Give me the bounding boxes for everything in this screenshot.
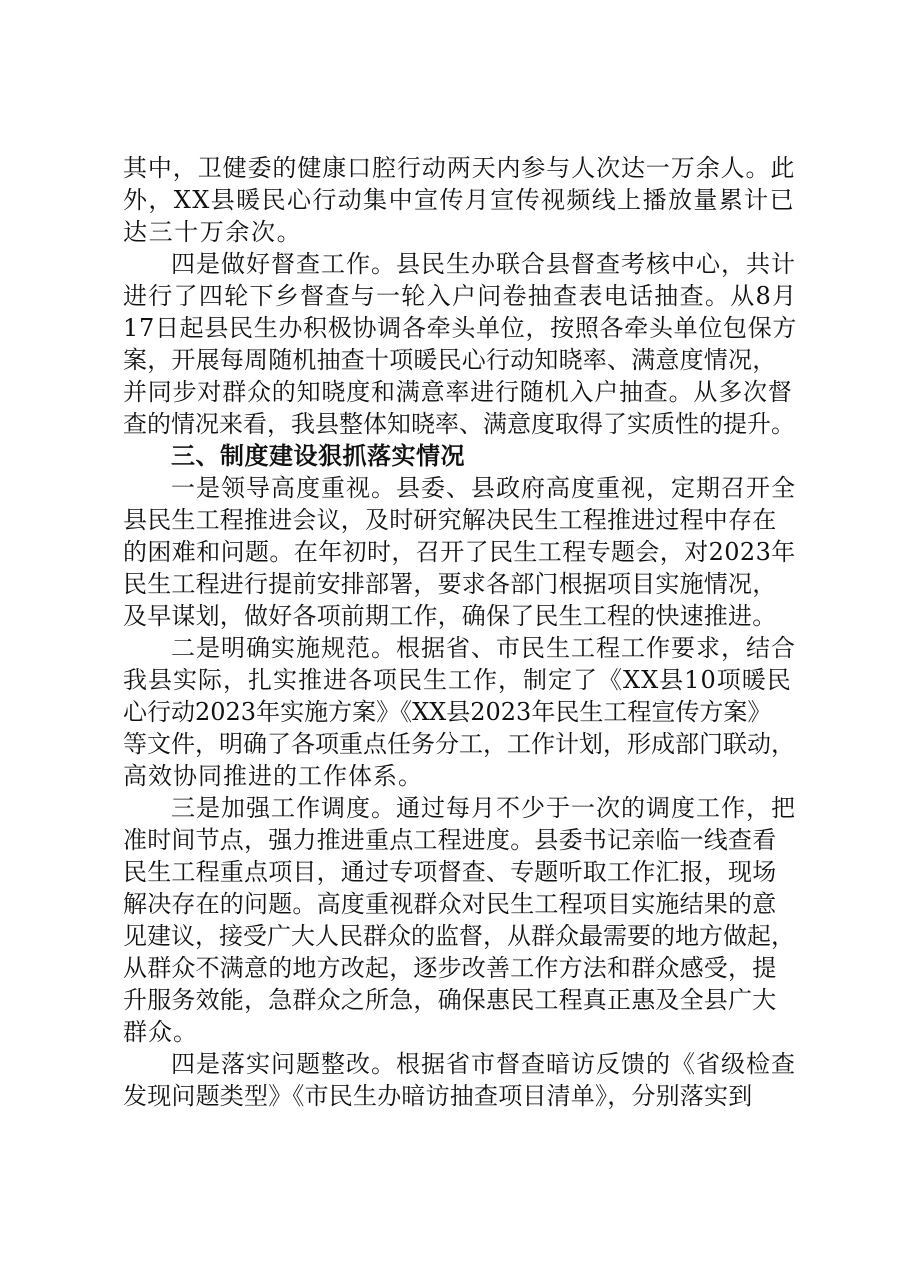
- text-line: 二是明确实施规范。根据省、市民生工程工作要求，结合: [171, 634, 796, 662]
- text-line: 并同步对群众的知晓度和满意率进行随机入户抽查。从多次督: [123, 378, 793, 406]
- text-line: 17日起县民生办积极协调各牵头单位，按照各牵头单位包保方: [123, 314, 798, 342]
- text-line: 心行动2023年实施方案》《XX县2023年民生工程宣传方案》: [123, 698, 772, 726]
- text-line: 从群众不满意的地方改起，逐步改善工作方法和群众感受，提: [123, 954, 777, 982]
- text-line: 准时间节点，强力推进重点工程进度。县委书记亲临一线查看: [123, 826, 777, 854]
- text-line: 案，开展每周随机抽查十项暖民心行动知晓率、满意度情况，: [123, 346, 777, 374]
- text-line: 及早谋划，做好各项前期工作，确保了民生工程的快速推进。: [123, 602, 777, 630]
- text-line: 四是做好督查工作。县民生办联合县督查考核中心，共计: [171, 250, 796, 278]
- text-line: 三是加强工作调度。通过每月不少于一次的调度工作，把: [171, 794, 796, 822]
- text-line: 我县实际，扎实推进各项民生工作，制定了《XX县10项暖民: [123, 666, 792, 694]
- text-line: 进行了四轮下乡督查与一轮入户问卷抽查表电话抽查。从8月: [123, 282, 798, 310]
- text-line: 外，XX县暖民心行动集中宣传月宣传视频线上播放量累计已: [123, 186, 795, 214]
- text-line: 民生工程进行提前安排部署，要求各部门根据项目实施情况，: [123, 570, 777, 598]
- text-line: 查的情况来看，我县整体知晓率、满意度取得了实质性的提升。: [123, 410, 795, 438]
- text-line: 等文件，明确了各项重点任务分工，工作计划，形成部门联动，: [123, 730, 795, 758]
- text-line: 达三十万余次。: [123, 218, 303, 246]
- text-line: 四是落实问题整改。根据省市督查暗访反馈的《省级检查: [171, 1050, 796, 1078]
- text-line: 见建议，接受广大人民群众的监督，从群众最需要的地方做起，: [123, 922, 795, 950]
- text-line: 一是领导高度重视。县委、县政府高度重视，定期召开全: [171, 474, 796, 502]
- text-line: 发现问题类型》《市民生办暗访抽查项目清单》，分别落实到: [123, 1082, 753, 1110]
- text-line: 县民生工程推进会议，及时研究解决民生工程推进过程中存在: [123, 506, 777, 534]
- text-line: 高效协同推进的工作体系。: [123, 762, 423, 790]
- text-line: 解决存在的问题。高度重视群众对民生工程项目实施结果的意: [123, 890, 777, 918]
- text-line: 的困难和问题。在年初时，召开了民生工程专题会，对2023年: [123, 538, 796, 566]
- section-heading: 三、制度建设狠抓落实情况: [171, 442, 465, 470]
- text-line: 民生工程重点项目，通过专项督查、专题听取工作汇报，现场: [123, 858, 777, 886]
- text-line: 其中，卫健委的健康口腔行动两天内参与人次达一万余人。此: [123, 154, 796, 182]
- text-line: 升服务效能，急群众之所急，确保惠民工程真正惠及全县广大: [123, 986, 777, 1014]
- text-line: 群众。: [123, 1018, 198, 1046]
